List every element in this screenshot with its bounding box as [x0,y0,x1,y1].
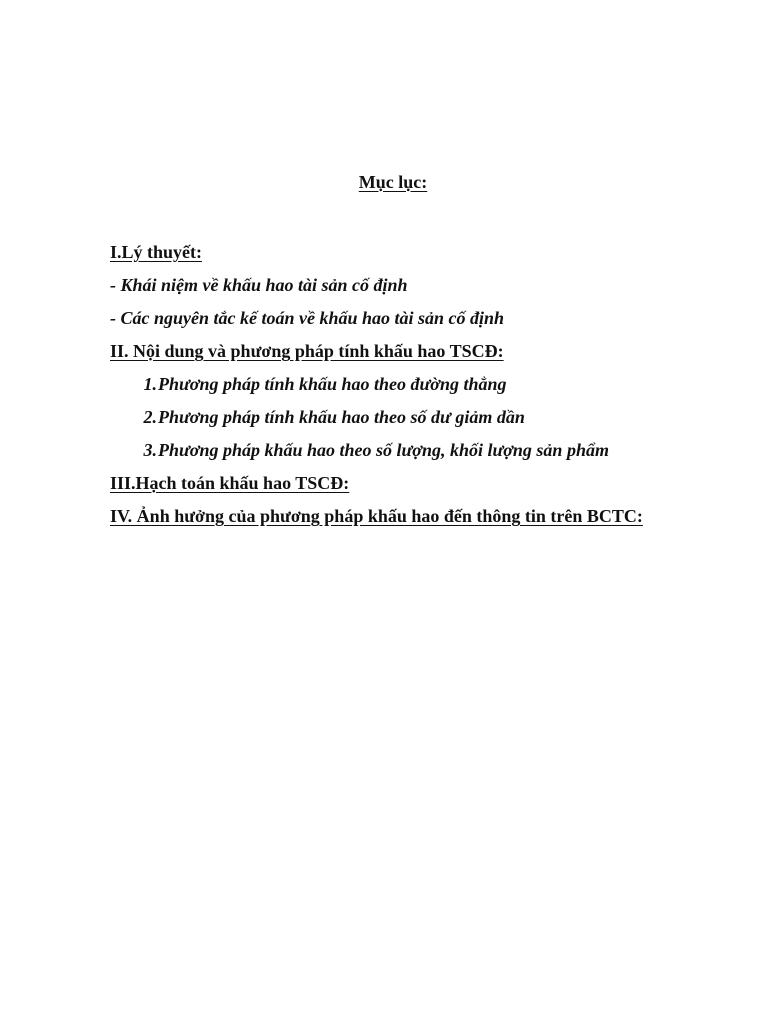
section-1-heading: I.Lý thuyết: [110,242,203,262]
list-number: 3. [143,440,157,460]
section-1-item-2: - Các nguyên tắc kế toán về khấu hao tài sản cố định [110,308,505,328]
section-4-heading: IV. Ảnh hưởng của phương pháp khấu hao đến thông tin trên BCTC: [110,506,643,526]
section-3-heading: III.Hạch toán khấu hao TSCĐ: [110,473,350,493]
section-2-heading: II. Nội dung và phương pháp tính khấu hao TSCĐ: [110,341,504,361]
toc-body [110,236,677,530]
section-2-list-item [110,368,677,401]
section-2-list-item [110,434,677,467]
list-item-text: Phương pháp khấu hao theo số lượng, khối lượng sản phẩm [158,440,609,460]
list-number: 2. [143,407,157,427]
toc-title: Mục lục: [358,172,428,192]
list-number: 1. [143,374,157,394]
section-1-item-1: - Khái niệm về khấu hao tài sản cố định [110,275,408,295]
section-2-list-item [110,401,677,434]
list-item-text: Phương pháp tính khấu hao theo số dư giảm dần [158,407,525,427]
list-item-text: Phương pháp tính khấu hao theo đường thẳng [158,374,507,394]
